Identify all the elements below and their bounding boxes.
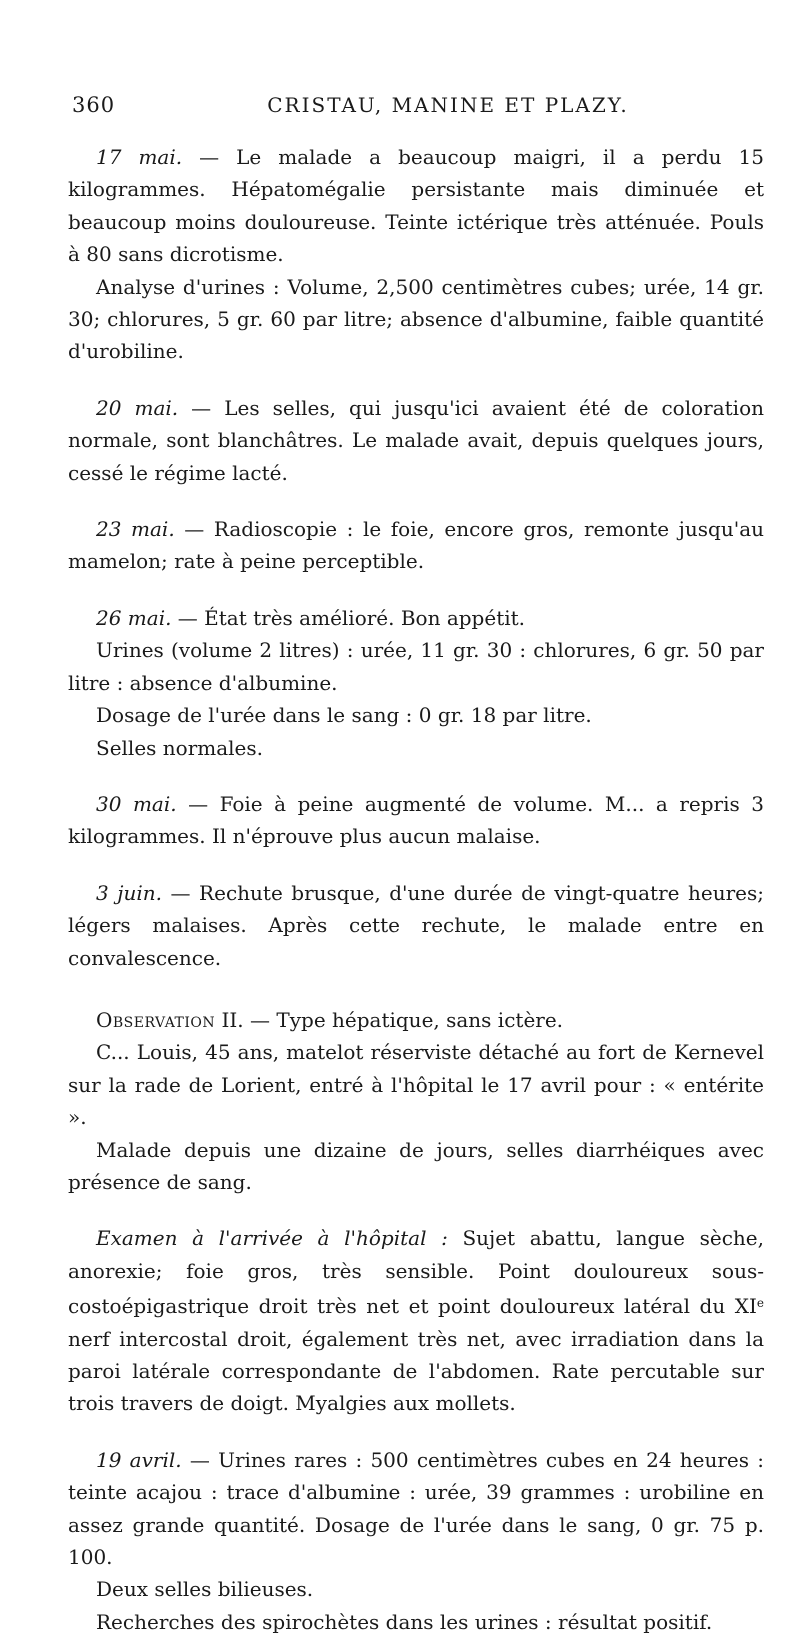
paragraph-patient-info — [68, 1036, 764, 1133]
entry-text: — Urines rares : 500 centimètres cubes en 24 heures : teinte acajou : trace d'albumine : urée, 39 grammes : urobiline en assez grande quantité. Dosage de l'urée dans le sang, 0 gr. 75 p. 100. — [68, 1447, 764, 1570]
paragraph-3-juin — [68, 877, 764, 974]
entry-text: Recherches des spirochètes dans les urines : résultat positif. — [96, 1609, 713, 1634]
entry-text: — État très amélioré. Bon appétit. — [171, 605, 526, 630]
paragraph-gap — [68, 1198, 764, 1222]
paragraph-gap — [68, 764, 764, 788]
page-header — [72, 93, 764, 123]
entry-text: — Foie à peine augmenté de volume. M... a repris 3 kilogrammes. Il n'éprouve plus aucun malaise. — [68, 791, 764, 849]
exam-text: Sujet abattu, langue sèche, anorexie; foie gros, très sensible. Point douloureux sous-costoépigastrique droit très net et point douloureux latéral du XI — [68, 1226, 764, 1319]
section-gap — [68, 974, 764, 1004]
paragraph-selles-normales — [68, 732, 764, 764]
entry-text: — Les selles, qui jusqu'ici avaient été de coloration normale, sont blanchâtres. Le malade avait, depuis quelques jours, cessé le régime lacté. — [68, 395, 764, 485]
entry-text: Malade depuis une dizaine de jours, selles diarrhéiques avec présence de sang. — [68, 1137, 764, 1194]
entry-date: 3 juin. — [96, 880, 162, 905]
body-text — [68, 141, 764, 1638]
paragraph-gap — [68, 853, 764, 877]
entry-date: 30 mai. — [96, 791, 177, 816]
paragraph-20-mai — [68, 392, 764, 489]
paragraph-urines-volume — [68, 634, 764, 699]
running-head: CRISTAU, MANINE ET PLAZY. — [267, 93, 629, 117]
entry-date: 17 mai. — [96, 145, 183, 169]
entry-text: Analyse d'urines : Volume, 2,500 centimètres cubes; urée, 14 gr. 30; chlorures, 5 gr. 60 par litre; absence d'albumine, faible quantité d'urobiline. — [68, 274, 764, 364]
superscript: e — [756, 1296, 764, 1311]
entry-text: — Le malade a beaucoup maigri, il a perdu 15 kilogrammes. Hépatomégalie persistante mais diminuée et beaucoup moins douloureuse. Teinte ictérique très atténuée. Pouls à 80 sans dicrotisme. — [68, 145, 764, 267]
paragraph-30-mai — [68, 788, 764, 853]
entry-date: 23 mai. — [96, 517, 175, 542]
exam-text-continued: nerf intercostal droit, également très net, avec irradiation dans la paroi latérale correspondante de l'abdomen. Rate percutable sur trois travers de doigt. Myalgies aux mollets. — [68, 1326, 764, 1416]
observation-number: II. — [215, 1007, 244, 1032]
paragraph-gap — [68, 578, 764, 602]
paragraph-analyse-urines — [68, 271, 764, 368]
entry-text: — Rechute brusque, d'une durée de vingt-quatre heures; légers malaises. Après cette rechute, le malade entre en convalescence. — [68, 880, 764, 970]
entry-date: 20 mai. — [96, 395, 179, 420]
entry-text: C... Louis, 45 ans, matelot réserviste détaché au fort de Kernevel sur la rade de Lorient, entré à l'hôpital le 17 avril pour : « entérite ». — [68, 1040, 764, 1130]
paragraph-26-mai — [68, 602, 764, 634]
observation-heading — [68, 1004, 764, 1036]
entry-text: Selles normales. — [96, 735, 264, 760]
entry-text: Dosage de l'urée dans le sang : 0 gr. 18 par litre. — [96, 703, 592, 728]
page-number: 360 — [72, 93, 116, 117]
observation-title: — Type hépatique, sans ictère. — [243, 1007, 564, 1032]
paragraph-gap — [68, 489, 764, 513]
entry-text: Urines (volume 2 litres) : urée, 11 gr. 30 : chlorures, 6 gr. 50 par litre : absence d'albumine. — [68, 638, 764, 695]
paragraph-dosage-uree — [68, 699, 764, 731]
paragraph-deux-selles — [68, 1573, 764, 1605]
paragraph-gap — [68, 368, 764, 392]
exam-heading: Examen à l'arrivée à l'hôpital : — [96, 1226, 448, 1251]
entry-date: 26 mai. — [96, 605, 172, 630]
paragraph-19-avril — [68, 1444, 764, 1574]
paragraph-malade-depuis — [68, 1134, 764, 1199]
paragraph-spirochetes — [68, 1606, 764, 1638]
paragraph-gap — [68, 1420, 764, 1444]
entry-text: Deux selles bilieuses. — [96, 1577, 314, 1602]
entry-text: — Radioscopie : le foie, encore gros, remonte jusqu'au mamelon; rate à peine perceptible. — [68, 517, 765, 574]
observation-label: Observation — [96, 1007, 216, 1032]
entry-date: 19 avril. — [96, 1447, 182, 1472]
paragraph-17-mai — [68, 141, 764, 271]
paragraph-23-mai — [68, 513, 764, 578]
paragraph-examen — [68, 1222, 764, 1419]
